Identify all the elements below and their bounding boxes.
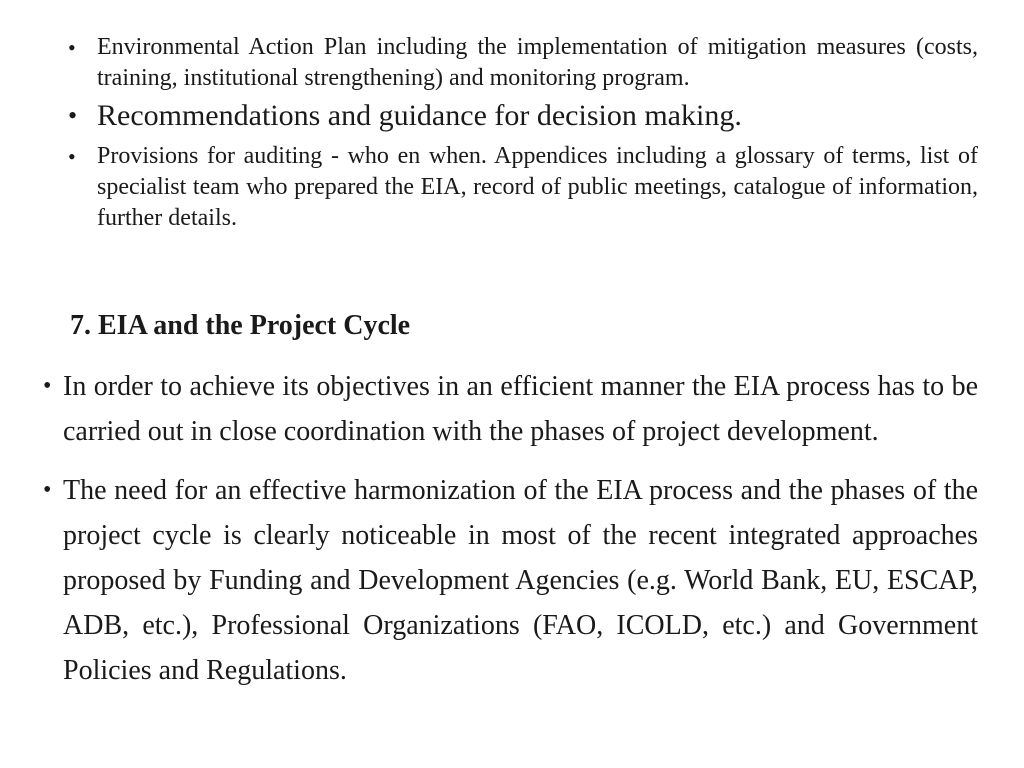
list-item	[40, 364, 978, 454]
list-item-text: Recommendations and guidance for decision making.	[97, 99, 742, 132]
list-item-text: In order to achieve its objectives in an efficient manner the EIA process has to be carried out in close coordination with the phases of project development.	[63, 371, 978, 447]
bullet-icon: •	[68, 144, 76, 169]
bullet-icon: •	[43, 373, 52, 399]
bullet-icon: •	[68, 35, 76, 60]
upper-bullet-list	[66, 32, 978, 239]
list-item-text: The need for an effective harmonization of the EIA process and the phases of the project cycle is clearly noticeable in most of the recent integrated approaches proposed by Funding and Development Agencies (e.g. World Bank, EU, ESCAP, ADB, etc.), Professional Organizations (FAO, ICOLD, etc.) and Government Policies and Regulations.	[63, 475, 978, 686]
list-item-text: Environmental Action Plan including the implementation of mitigation measures (costs, training, institutional strengthening) and monitoring program.	[97, 34, 978, 91]
list-item	[66, 32, 978, 94]
list-item	[66, 141, 978, 234]
section-heading: 7. EIA and the Project Cycle	[70, 310, 411, 341]
list-item-text: Provisions for auditing - who en when. Appendices including a glossary of terms, list of specialist team who prepared the EIA, record of public meetings, catalogue of information, further details.	[97, 143, 978, 231]
list-item	[40, 468, 978, 693]
bullet-icon: •	[43, 477, 52, 503]
list-item	[66, 99, 978, 133]
bullet-icon: •	[68, 101, 78, 130]
lower-bullet-list	[40, 364, 978, 707]
